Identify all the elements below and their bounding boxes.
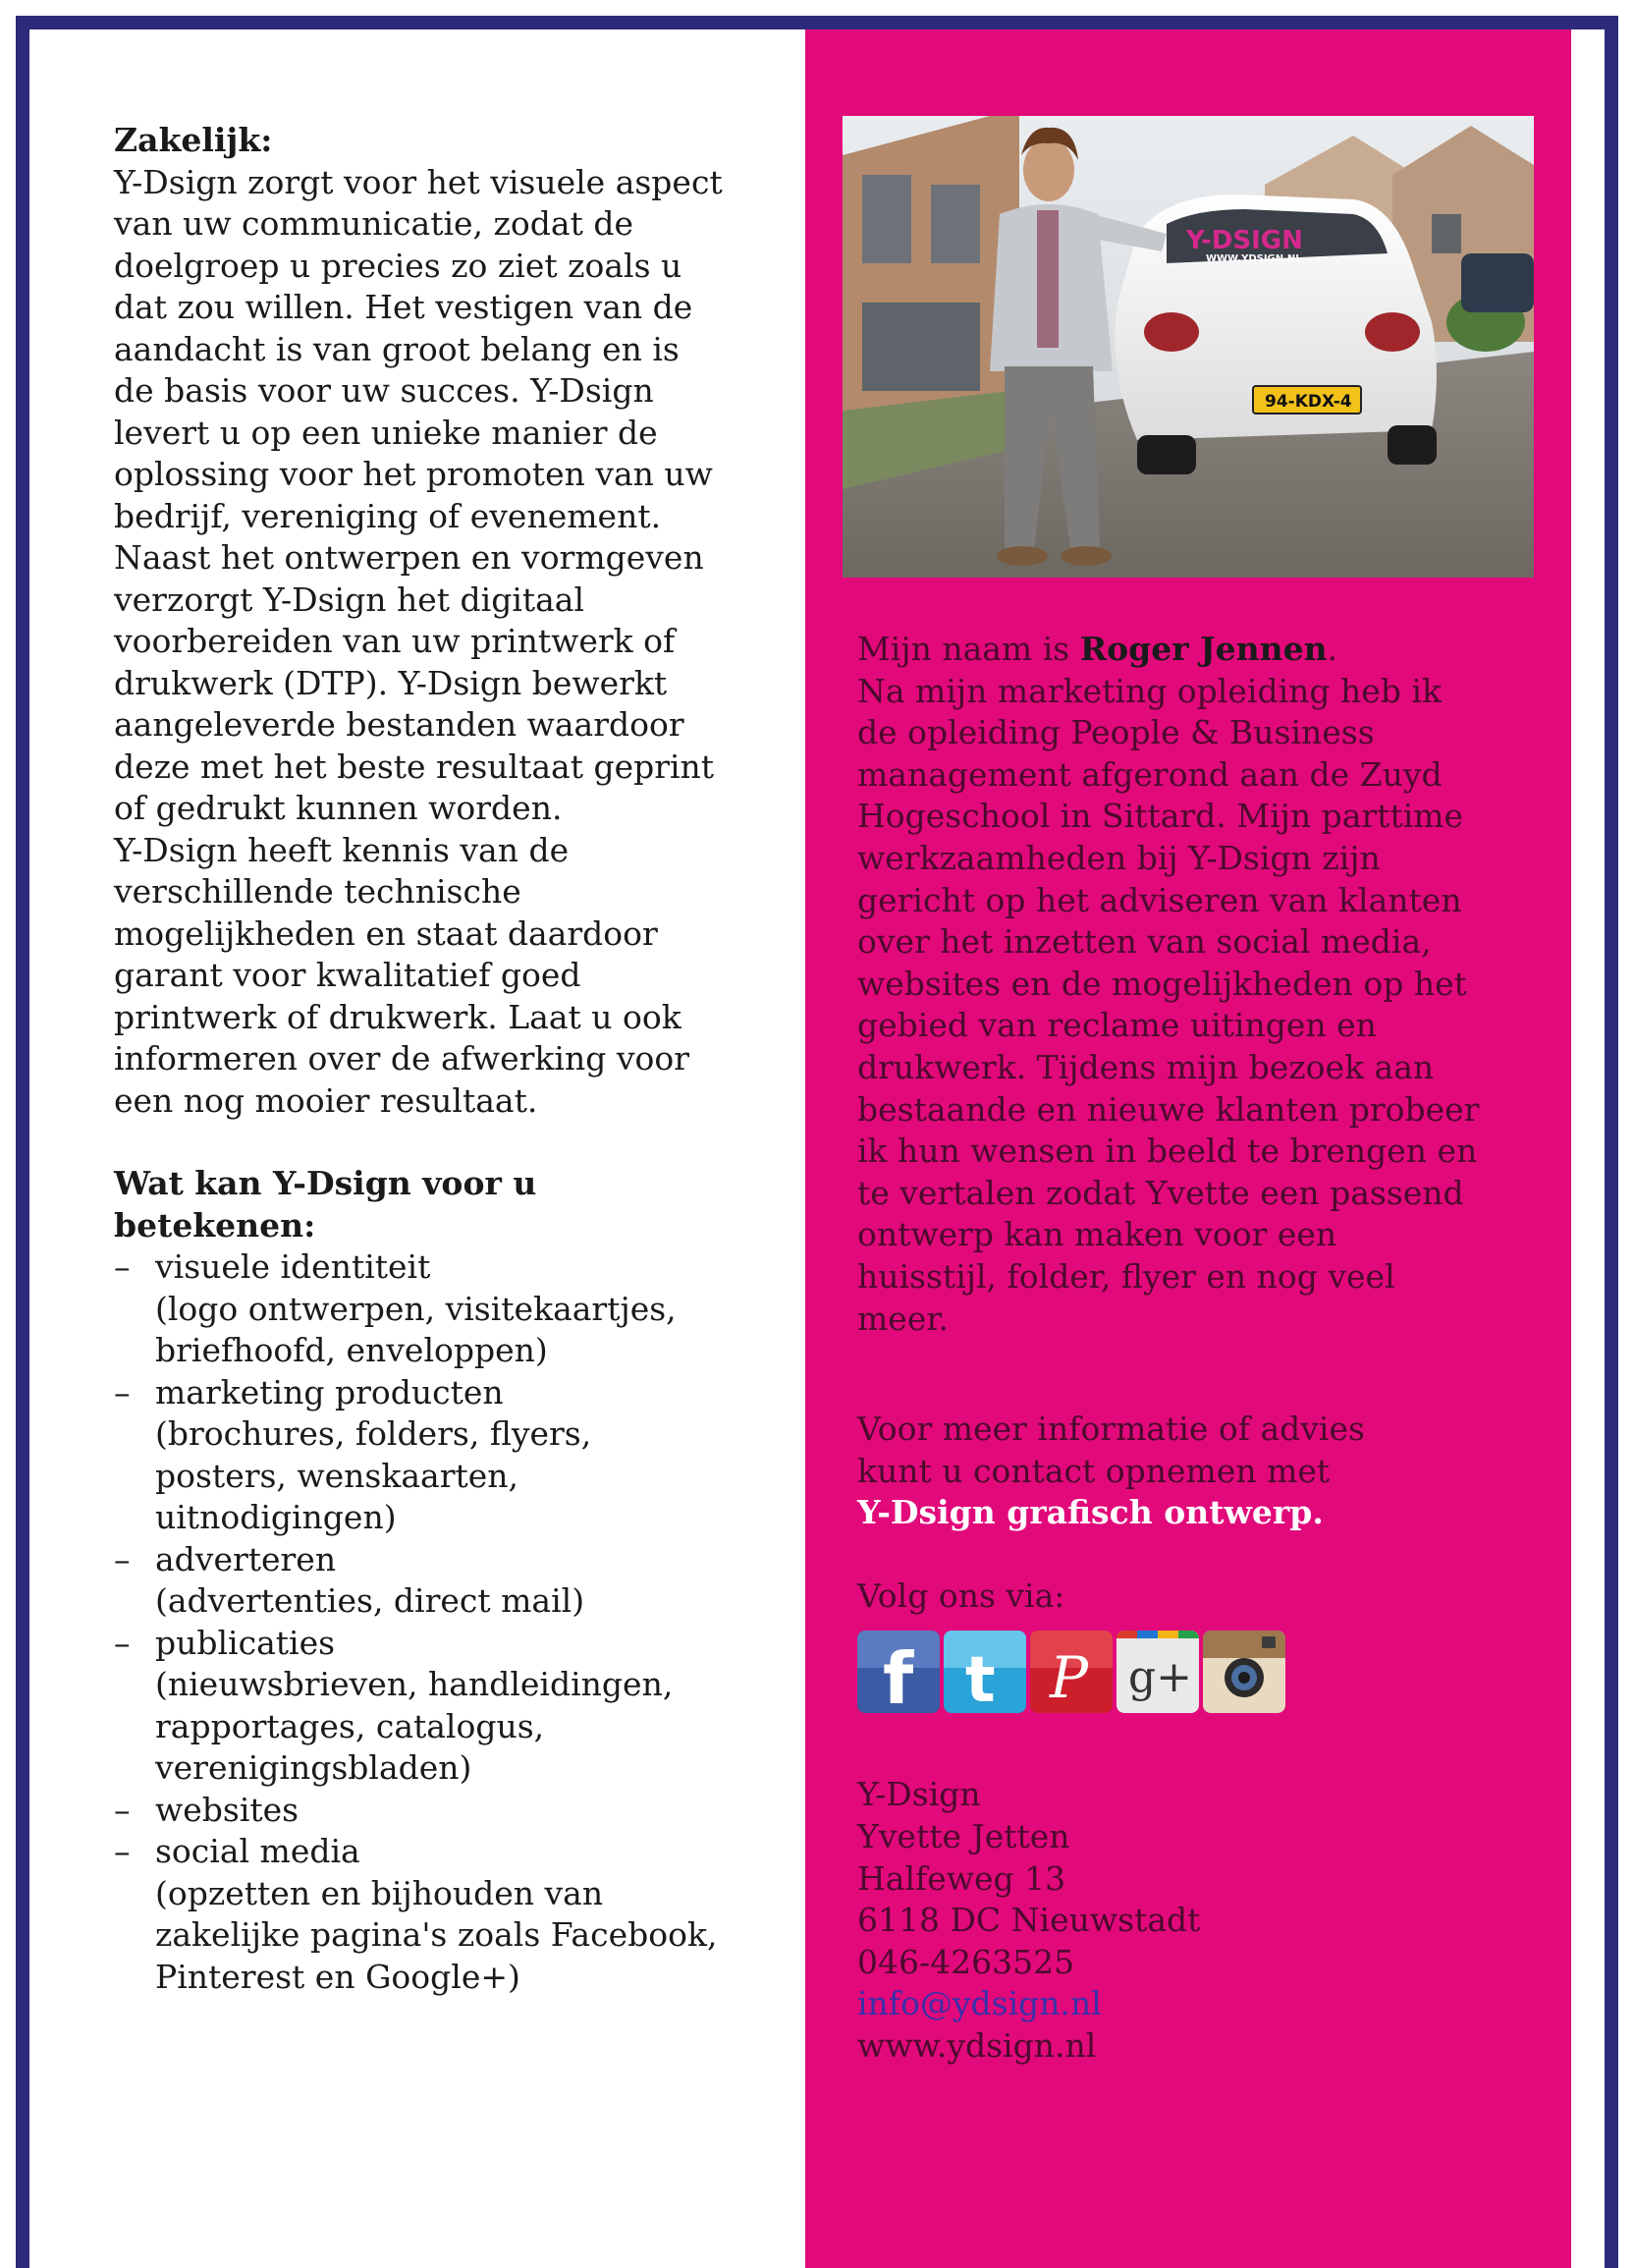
bio-line: de opleiding People & Business	[857, 713, 1375, 752]
service-item-websites	[114, 1790, 791, 1832]
photo-man-with-car	[843, 116, 1534, 578]
service-title: publicaties	[155, 1623, 336, 1662]
website-link[interactable]: www.ydsign.nl	[857, 2026, 1097, 2066]
business-text	[114, 162, 791, 1123]
bio-line: management afgerond aan de Zuyd	[857, 754, 1443, 794]
business-line: de basis voor uw succes. Y-Dsign	[114, 371, 654, 410]
service-title: adverteren	[155, 1539, 337, 1578]
service-detail: Pinterest en Google+)	[155, 1957, 520, 1996]
address-block	[857, 1774, 1545, 2067]
email-link[interactable]: info@ydsign.nl	[857, 1984, 1102, 2023]
service-title: visuele identiteit	[155, 1247, 431, 1286]
twitter-glyph: t	[965, 1644, 996, 1714]
social-icons	[857, 1631, 1545, 1713]
business-line: Y-Dsign heeft kennis van de	[114, 830, 570, 869]
business-line: bedrijf, vereniging of evenement.	[114, 496, 662, 535]
intro-suffix: .	[1327, 630, 1338, 668]
service-detail: (logo ontwerpen, visitekaartjes,	[155, 1289, 677, 1328]
google-plus-glyph: g+	[1128, 1652, 1193, 1703]
bio-line: websites en de mogelijkheden op het	[857, 964, 1467, 1003]
service-title: websites	[155, 1790, 300, 1829]
bio-line: over het inzetten van social media,	[857, 922, 1432, 962]
business-line: doelgroep u precies zo ziet zoals u	[114, 246, 682, 285]
service-title: social media	[155, 1832, 360, 1870]
car-url-text: WWW.YDSIGN.NL	[1206, 253, 1302, 264]
services-heading: betekenen:	[114, 1205, 316, 1245]
bio-line: meer.	[857, 1299, 949, 1338]
business-line: garant voor kwalitatief goed	[114, 956, 581, 994]
address-person: Yvette Jetten	[857, 1817, 1070, 1856]
right-edge-strip	[1571, 29, 1605, 2268]
bio-text	[857, 671, 1545, 1341]
bio-line: drukwerk. Tijdens mijn bezoek aan	[857, 1047, 1435, 1086]
facebook-glyph: f	[883, 1637, 914, 1714]
business-line: verschillende technische	[114, 872, 521, 911]
license-plate-text: 94-KDX-4	[1265, 392, 1352, 412]
business-line: of gedrukt kunnen worden.	[114, 789, 563, 827]
address-phone: 046-4263525	[857, 1942, 1075, 1981]
address-street: Halfeweg 13	[857, 1858, 1066, 1898]
bullet-dash: –	[114, 1832, 131, 1870]
service-detail: briefhoofd, enveloppen)	[155, 1331, 548, 1369]
business-line: printwerk of drukwerk. Laat u ook	[114, 997, 681, 1036]
bio-line: gericht op het adviseren van klanten	[857, 880, 1462, 919]
service-item-advertising	[114, 1539, 791, 1623]
contact-company: Y-Dsign grafisch ontwerp.	[857, 1493, 1324, 1532]
service-item-marketing-products	[114, 1372, 791, 1539]
pinterest-glyph: P	[1050, 1644, 1089, 1712]
pinterest-icon[interactable]	[1030, 1631, 1113, 1713]
business-line: oplossing voor het promoten van uw	[114, 455, 713, 493]
bio-line: ik hun wensen in beeld te brengen en	[857, 1132, 1478, 1171]
twitter-icon[interactable]	[944, 1631, 1026, 1713]
intro-line	[857, 629, 1545, 671]
bio-line: huisstijl, folder, flyer en nog veel	[857, 1256, 1395, 1296]
service-detail: posters, wenskaarten,	[155, 1456, 519, 1495]
services-heading: Wat kan Y-Dsign voor u	[114, 1164, 537, 1202]
bio-line: ontwerp kan maken voor een	[857, 1215, 1337, 1254]
service-detail: (opzetten en bijhouden van	[155, 1873, 604, 1912]
business-line: verzorgt Y-Dsign het digitaal	[114, 580, 585, 619]
bio-line: te vertalen zodat Yvette een passend	[857, 1173, 1464, 1212]
follow-label: Volg ons via:	[857, 1576, 1065, 1615]
bullet-dash: –	[114, 1247, 131, 1286]
business-line: mogelijkheden en staat daardoor	[114, 913, 658, 953]
business-heading: Zakelijk:	[114, 121, 273, 159]
service-detail: (advertenties, direct mail)	[155, 1581, 585, 1620]
contact-line: Voor meer informatie of advies	[857, 1410, 1365, 1449]
service-detail: rapportages, catalogus,	[155, 1706, 545, 1745]
business-line: levert u op een unieke manier de	[114, 413, 658, 452]
business-line: deze met het beste resultaat geprint	[114, 747, 715, 786]
business-line: aangeleverde bestanden waardoor	[114, 705, 684, 744]
address-city: 6118 DC Nieuwstadt	[857, 1901, 1201, 1940]
bullet-dash: –	[114, 1790, 131, 1829]
business-line: Naast het ontwerpen en vormgeven	[114, 538, 704, 577]
business-line: dat zou willen. Het vestigen van de	[114, 288, 693, 326]
service-detail: (brochures, folders, flyers,	[155, 1414, 592, 1453]
services-list	[114, 1246, 791, 1998]
business-line: Y-Dsign zorgt voor het visuele aspect	[114, 162, 723, 201]
instagram-icon[interactable]	[1203, 1631, 1285, 1713]
bullet-dash: –	[114, 1539, 131, 1578]
bio-line: werkzaamheden bij Y-Dsign zijn	[857, 838, 1381, 877]
google-plus-icon[interactable]	[1117, 1631, 1199, 1713]
bio-line: gebied van reclame uitingen en	[857, 1006, 1377, 1045]
service-title: marketing producten	[155, 1372, 504, 1411]
intro-prefix: Mijn naam is	[857, 630, 1080, 668]
bio-line: Na mijn marketing opleiding heb ik	[857, 671, 1442, 710]
service-item-social-media	[114, 1831, 791, 1998]
right-column	[857, 629, 1545, 2068]
business-line: aandacht is van groot belang en is	[114, 329, 680, 368]
facebook-icon[interactable]	[857, 1631, 940, 1713]
bullet-dash: –	[114, 1623, 131, 1662]
car-sign-text: Y-DSIGN	[1186, 226, 1303, 255]
service-detail: (nieuwsbrieven, handleidingen,	[155, 1665, 674, 1703]
service-item-visual-identity	[114, 1246, 791, 1372]
contact-line: kunt u contact opnemen met	[857, 1451, 1331, 1490]
business-line: voorbereiden van uw printwerk of	[114, 622, 676, 660]
service-detail: verenigingsbladen)	[155, 1748, 472, 1787]
bullet-dash: –	[114, 1372, 131, 1411]
bio-line: bestaande en nieuwe klanten probeer	[857, 1089, 1480, 1129]
left-column	[114, 120, 791, 1998]
service-item-publications	[114, 1623, 791, 1790]
bio-line: Hogeschool in Sittard. Mijn parttime	[857, 797, 1464, 836]
service-detail: zakelijke pagina's zoals Facebook,	[155, 1915, 718, 1954]
photo-illustration	[843, 116, 1534, 578]
business-line: een nog mooier resultaat.	[114, 1080, 538, 1120]
address-company: Y-Dsign	[857, 1775, 981, 1814]
service-detail: uitnodigingen)	[155, 1498, 397, 1536]
business-line: van uw communicatie, zodat de	[114, 204, 633, 243]
intro-name: Roger Jennen	[1079, 630, 1328, 668]
business-line: drukwerk (DTP). Y-Dsign bewerkt	[114, 663, 668, 702]
business-line: informeren over de afwerking voor	[114, 1039, 689, 1078]
